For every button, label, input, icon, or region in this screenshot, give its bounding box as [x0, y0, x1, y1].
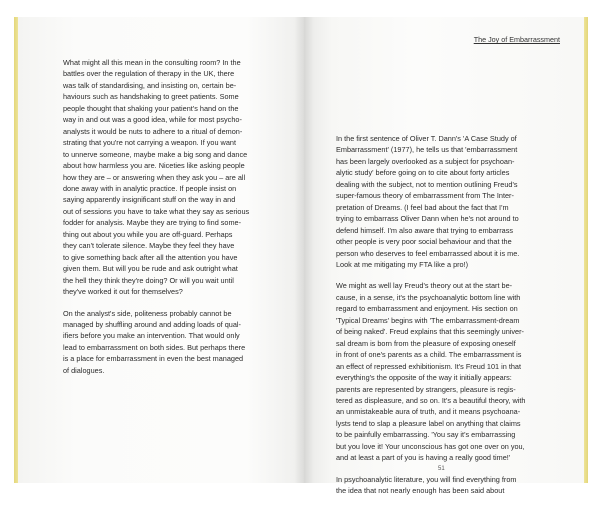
page-number: 51: [438, 466, 445, 472]
right-page: [304, 17, 584, 496]
gutter-shadow: [294, 17, 314, 483]
running-head: The Joy of Embarrassment: [473, 35, 560, 44]
paragraph: In the first sentence of Oliver T. Dann's 'A Case Study of Embarrassment' (1977), he tells us that 'embarrassment has been largely overlooked as a subject for psychoan- alytic study' before going on to cite about forty articles dealing with the subject, not to mention outlining Freud's super-famous theory of embarrassment from The Inter- pretation of Dreams. (I feel bad about the fact that I'm trying to embarrass Oliver Dann when he's not around to defend himself. I'm also aware that trying to embarrass other people is very poor social behaviour and that the person who deserves to feel embarrassed about it is me. Look at me mitigating my FTA like a pro!): [336, 134, 520, 269]
paragraph: What might all this mean in the consulting room? In the battles over the regulation of therapy in the UK, there was talk of standardising, and insisting on, certain be- haviours such as handshaking to greet patients. Some people thought that shaking your patient's hand on the way in and out was a good idea, while for most psycho- analysts it would be nuts to adhere to a ritual of demon- strating that you're not carrying a weapon. If you want to unnerve someone, maybe make a big song and dance about how harmless you are. Niceties like asking people how they are – or answering when they ask you – are all done away with in analytic practice. If people insist on saying apparently insignificant stuff on the way in and out of sessions you have to take what they say as serious fodder for analysis. Maybe they are trying to find some- thing out about you while you are off-guard. Perhaps they can't tolerate silence. Maybe they feel they have to give something back after all the attention you have given them. But will you be rude and ask outright what the hell they think they're doing? Or will you wait until they've worked it out for themselves?: [63, 58, 250, 297]
paragraph: In psychoanalytic literature, you will find everything from the idea that not nearly enough has been said about: [336, 474, 517, 496]
paragraph: We might as well lay Freud's theory out at the start be- cause, in a sense, it's the psychoanalytic bottom line with regard to embarrassment and enjoyment. His section on 'Typical Dreams' begins with 'The embarrassment-dream of being naked'. Freud explains that this seemingly univer- sal dream is born from the pleasure of exposing oneself in front of one's parents as a child. The embarrassment is an effect of repressed exhibitionism. It's Freud 101 in that everything's the opposite of the way it initially appears: parents are represented by strangers, pleasure is regis- tered as displeasure, and so on. It's a beautiful theory, with an unmistakeable aura of truth, and it means psychoana- lysts tend to slap a pleasure label on anything that claims to be painfully embarrassing. 'You say it's embarrassing but you love it! Your unconscious has got one over on you, and at least a part of you is having a really good time!': [336, 281, 526, 463]
paragraph: On the analyst's side, politeness probably cannot be managed by shuffling around and adding loads of qual- ifiers before you make an intervention. That would only lead to embarrassment on both sides. But perhaps there is a place for embarrassment in even the best managed of dialogues.: [63, 308, 246, 375]
left-page-body: [63, 57, 281, 386]
left-page: [18, 17, 304, 483]
right-page-body: [336, 133, 554, 507]
